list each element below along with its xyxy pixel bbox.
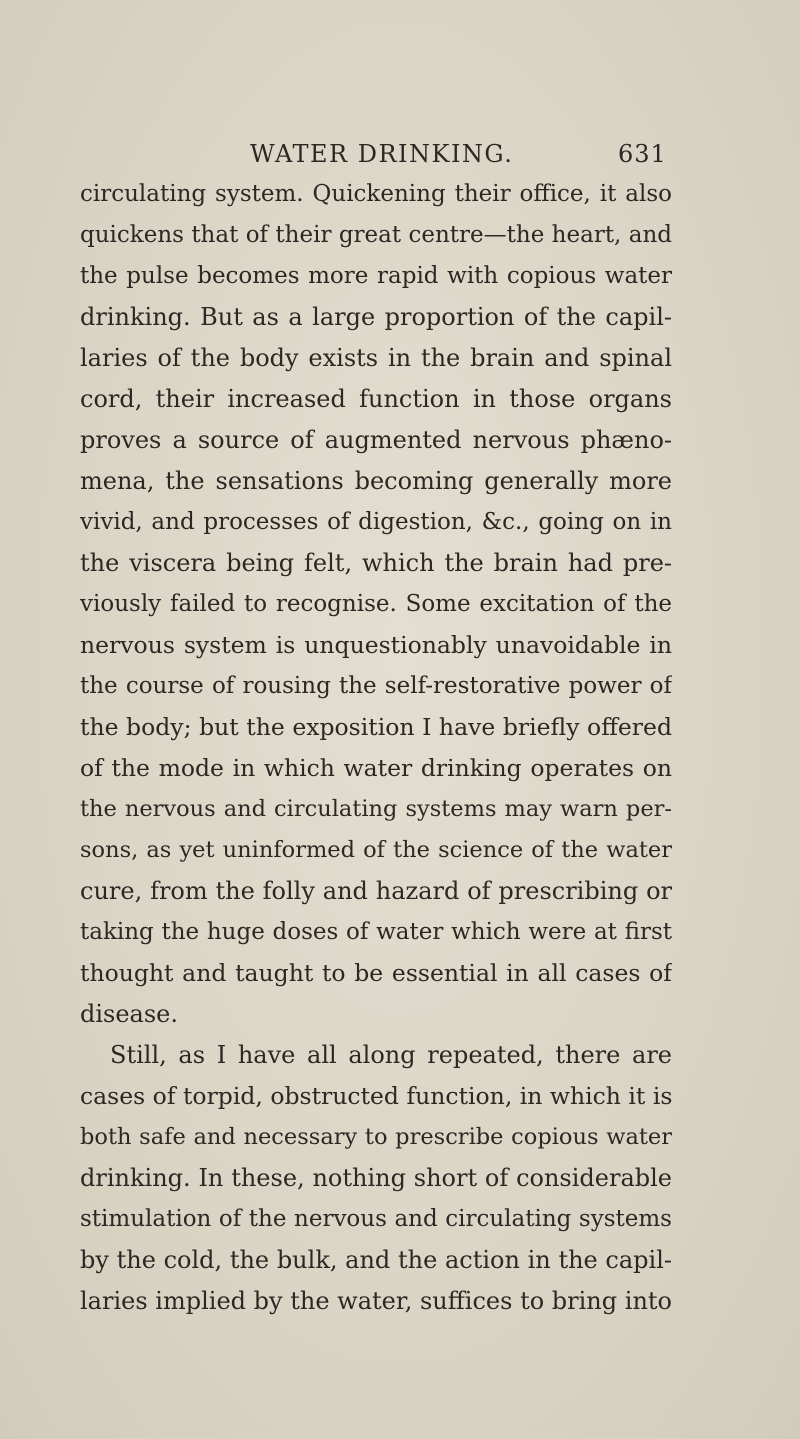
text-line: the viscera being felt, which the brain had pre-	[80, 549, 672, 577]
text-line: vivid, and processes of digestion, &c., going on in	[80, 509, 672, 535]
text-line: proves a source of augmented nervous phæno-	[80, 426, 672, 454]
text-line: laries of the body exists in the brain and spinal	[80, 344, 672, 372]
text-line: the nervous and circulating systems may warn per-	[80, 796, 672, 822]
text-line: cases of torpid, obstructed function, in which it is	[80, 1082, 672, 1110]
text-line: cord, their increased function in those organs	[80, 385, 672, 413]
paragraph-start-line: Still, as I have all along repeated, there are	[110, 1041, 672, 1069]
text-line: of the mode in which water drinking operates on	[80, 754, 672, 782]
text-line: stimulation of the nervous and circulating systems	[80, 1206, 672, 1232]
text-line: drinking. But as a large proportion of the capil-	[80, 303, 672, 331]
text-line: cure, from the folly and hazard of prescribing or	[80, 877, 672, 905]
page-number: 631	[618, 140, 667, 168]
text-line: both safe and necessary to prescribe copious water	[80, 1124, 672, 1150]
text-line: by the cold, the bulk, and the action in the capil-	[80, 1246, 672, 1274]
text-line: sons, as yet uninformed of the science of the water	[80, 837, 672, 863]
running-head	[250, 140, 670, 176]
text-line: the course of rousing the self-restorative power of	[80, 673, 672, 699]
text-line: nervous system is unquestionably unavoidable in	[80, 631, 672, 659]
text-line: mena, the sensations becoming generally more	[80, 467, 672, 495]
text-line: laries implied by the water, suffices to bring into	[80, 1287, 672, 1315]
text-line: the body; but the exposition I have briefly offered	[80, 713, 672, 741]
text-line: quickens that of their great centre—the heart, and	[80, 222, 672, 248]
text-line: viously failed to recognise. Some excitation of the	[80, 591, 672, 617]
text-line: thought and taught to be essential in all cases of	[80, 959, 672, 987]
text-line: taking the huge doses of water which were at first	[80, 919, 672, 945]
text-line: drinking. In these, nothing short of considerable	[80, 1164, 672, 1192]
running-title: WATER DRINKING.	[250, 140, 514, 168]
body-text	[80, 174, 672, 1322]
paragraph-end-line: disease.	[80, 1000, 179, 1028]
text-line: the pulse becomes more rapid with copious water	[80, 263, 672, 289]
text-line: circulating system. Quickening their office, it also	[80, 181, 672, 207]
